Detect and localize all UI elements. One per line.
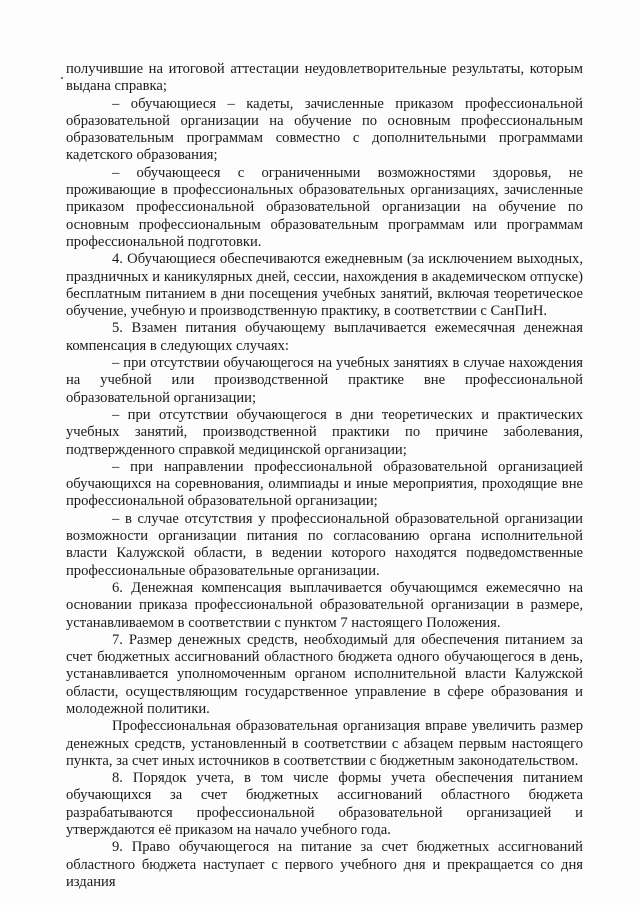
- paragraph-2: – обучающиеся – кадеты, зачисленные приказом профессиональной образовательной организации на обучение по основным профессиональным образовательным программам совместно с дополнительными программами кадетского образования;: [66, 95, 583, 164]
- paragraph-14: 9. Право обучающегося на питание за счет бюджетных ассигнований областного бюджета наступает с первого учебного дня и прекращается со дня издания: [66, 839, 583, 890]
- document-body: [66, 61, 583, 891]
- paragraph-9: – в случае отсутствия у профессиональной образовательной организации возможности организации питания по согласованию органа исполнительной власти Калужской области, в ведении которого находятся подведомственные профессиональные образовательные организации.: [66, 510, 583, 579]
- paragraph-13: 8. Порядок учета, в том числе формы учета обеспечения питанием обучающихся за счет бюджетных ассигнований областного бюджета разрабатываются профессиональной образовательной организацией и утверждаются её приказом на начало учебного года.: [66, 770, 583, 839]
- paragraph-5: 5. Взамен питания обучающему выплачивается ежемесячная денежная компенсация в следующих случаях:: [66, 320, 583, 354]
- paragraph-6: – при отсутствии обучающегося на учебных занятиях в случае нахождения на учебной или производственной практике вне профессиональной образовательной организации;: [66, 355, 583, 406]
- paragraph-10: 6. Денежная компенсация выплачивается обучающимся ежемесячно на основании приказа профессиональной образовательной организации в размере, устанавливаемом в соответствии с пунктом 7 настоящего Положения.: [66, 579, 583, 631]
- paragraph-4: 4. Обучающиеся обеспечиваются ежедневным (за исключением выходных, праздничных и каникулярных дней, сессии, нахождения в академическом отпуске) бесплатным питанием в дни посещения учебных занятий, включая теоретическое обучение, учебную и производственную практику, в соответствии с СанПиН.: [66, 251, 583, 320]
- paragraph-8: – при направлении профессиональной образовательной организацией обучающихся на соревнования, олимпиады и иные мероприятия, проходящие вне профессиональной образовательной организации;: [66, 458, 583, 510]
- paragraph-1: получившие на итоговой аттестации неудовлетворительные результаты, которым выдана справка;: [66, 61, 583, 95]
- paragraph-11: 7. Размер денежных средств, необходимый для обеспечения питанием за счет бюджетных ассигнований областного бюджета одного обучающегося в день, устанавливается уполномоченным органом исполнительной власти Калужской области, осуществляющим государственное управление в сфере образования и молодежной политики.: [66, 631, 583, 717]
- paragraph-3: – обучающееся с ограниченными возможностями здоровья, не проживающие в профессиональных образовательных организациях, зачисленные приказом профессиональной образовательной организации на обучение по основным профессиональным образовательным программам или программам профессиональной подготовки.: [66, 164, 583, 250]
- paragraph-7: – при отсутствии обучающегося в дни теоретических и практических учебных занятий, производственной практики по причине заболевания, подтвержденного справкой медицинской организации;: [66, 406, 583, 458]
- paragraph-12: Профессиональная образовательная организация вправе увеличить размер денежных средств, установленный в соответствии с абзацем первым настоящего пункта, за счет иных источников в соответствии с бюджетным законодательством.: [66, 718, 583, 769]
- scan-speck: [61, 77, 63, 79]
